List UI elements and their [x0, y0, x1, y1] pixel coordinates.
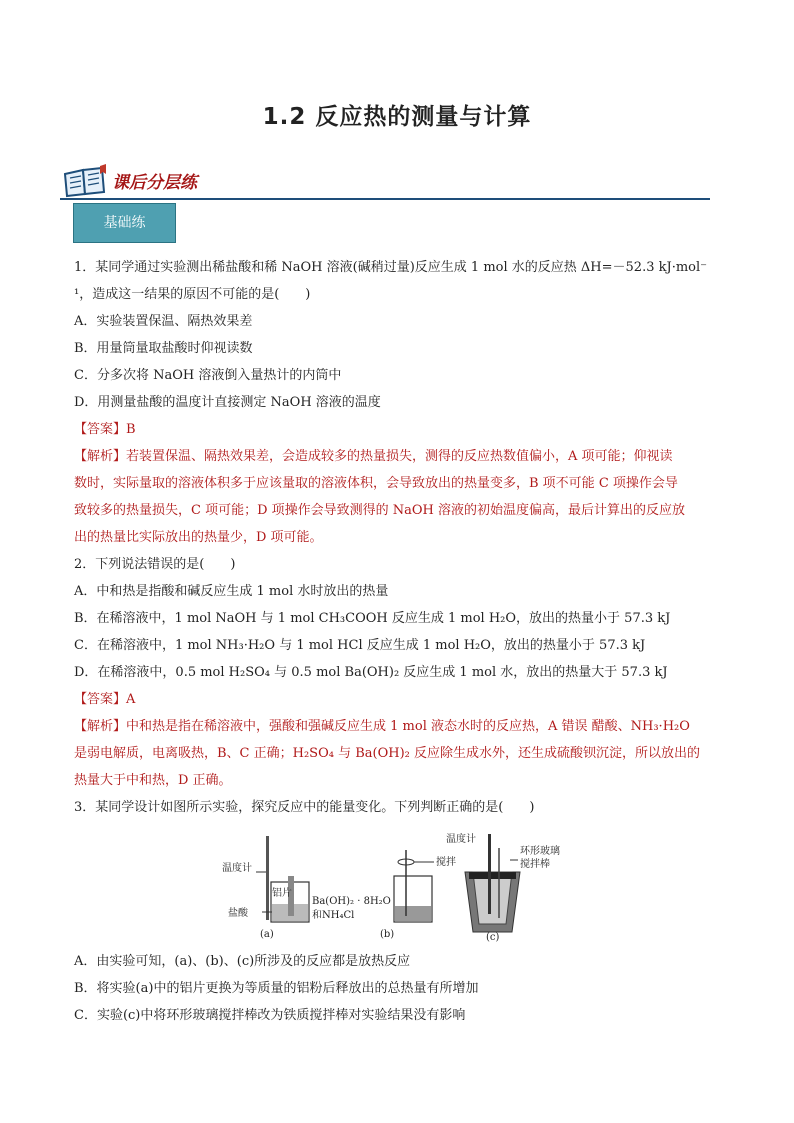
text-line: 3．某同学设计如图所示实验，探究反应中的能量变化。下列判断正确的是( )	[74, 800, 535, 815]
experiment-diagram	[220, 832, 580, 942]
section-rule	[60, 198, 710, 200]
caption-b: (b)	[380, 929, 395, 940]
caption-c: (c)	[486, 932, 500, 942]
text-line: A．实验装置保温、隔热效果差	[74, 314, 253, 329]
text-line: 出的热量比实际放出的热量少，D 项可能。	[74, 530, 323, 545]
text-line: 是弱电解质，电离吸热，B、C 正确；H₂SO₄ 与 Ba(OH)₂ 反应除生成水外，还生成硫酸钡沉淀，所以放出的	[74, 746, 701, 761]
option-line: A．由实验可知，(a)、(b)、(c)所涉及的反应都是放热反应	[74, 954, 411, 969]
text-line: ¹，造成这一结果的原因不可能的是( )	[74, 287, 311, 302]
book-icon	[62, 164, 108, 198]
text-line: 致较多的热量损失，C 项可能；D 项操作会导致测得的 NaOH 溶液的初始温度偏高，最后计算出的反应放	[74, 503, 686, 518]
label-reagent-1: Ba(OH)₂ · 8H₂O	[312, 896, 391, 907]
text-line: 【解析】若装置保温、隔热效果差，会造成较多的热量损失，测得的反应热数值偏小，A 项可能；仰视读	[74, 449, 673, 464]
experiment-figure	[220, 832, 580, 942]
label-thermometer-a: 温度计	[222, 863, 252, 874]
text-line: 【解析】中和热是指在稀溶液中，强酸和强碱反应生成 1 mol 液态水时的反应热，A 错误 醋酸、NH₃·H₂O	[74, 719, 690, 734]
label-rod-1: 环形玻璃	[520, 846, 560, 857]
apparatus-b	[312, 850, 456, 940]
option-line: C．实验(c)中将环形玻璃搅拌棒改为铁质搅拌棒对实验结果没有影响	[74, 1008, 466, 1023]
label-stir: 搅拌	[436, 857, 456, 868]
text-line: 热量大于中和热，D 正确。	[74, 773, 232, 788]
apparatus-a	[222, 836, 309, 940]
text-line: 【答案】A	[74, 692, 136, 707]
text-line: 数时，实际量取的溶液体积多于应该量取的溶液体积，会导致放出的热量变多，B 项不可能 C 项操作会导	[74, 476, 678, 491]
text-line: A．中和热是指酸和碱反应生成 1 mol 水时放出的热量	[74, 584, 389, 599]
label-thermometer-c: 温度计	[446, 834, 476, 845]
option-line: B．将实验(a)中的铝片更换为等质量的铝粉后释放出的总热量有所增加	[74, 981, 479, 996]
text-line: 2．下列说法错误的是( )	[74, 557, 236, 572]
tab-basic-practice[interactable]: 基础练	[73, 203, 176, 243]
page-title: 1.2 反应热的测量与计算	[262, 104, 532, 130]
label-rod-2: 搅拌棒	[520, 859, 550, 870]
text-line: C．分多次将 NaOH 溶液倒入量热计的内筒中	[74, 368, 342, 383]
label-al-strip: 铝片	[272, 888, 292, 899]
apparatus-c	[446, 832, 560, 942]
section-header-label: 课后分层练	[112, 173, 197, 193]
text-line: 【答案】B	[74, 422, 136, 437]
text-line: D．用测量盐酸的温度计直接测定 NaOH 溶液的温度	[74, 395, 381, 410]
text-line: B．在稀溶液中，1 mol NaOH 与 1 mol CH₃COOH 反应生成 1 mol H₂O，放出的热量小于 57.3 kJ	[74, 611, 671, 626]
label-reagent-2: 和NH₄Cl	[312, 910, 355, 921]
text-line: 1．某同学通过实验测出稀盐酸和稀 NaOH 溶液(碱稍过量)反应生成 1 mol 水的反应热 ΔH=－52.3 kJ·mol⁻	[74, 260, 708, 275]
label-acid: 盐酸	[228, 908, 248, 919]
caption-a: (a)	[260, 929, 274, 940]
text-line: D．在稀溶液中，0.5 mol H₂SO₄ 与 0.5 mol Ba(OH)₂ 反应生成 1 mol 水，放出的热量大于 57.3 kJ	[74, 665, 668, 680]
section-header	[60, 162, 710, 202]
text-line: C．在稀溶液中，1 mol NH₃·H₂O 与 1 mol HCl 反应生成 1 mol H₂O，放出的热量小于 57.3 kJ	[74, 638, 646, 653]
text-line: B．用量筒量取盐酸时仰视读数	[74, 341, 253, 356]
